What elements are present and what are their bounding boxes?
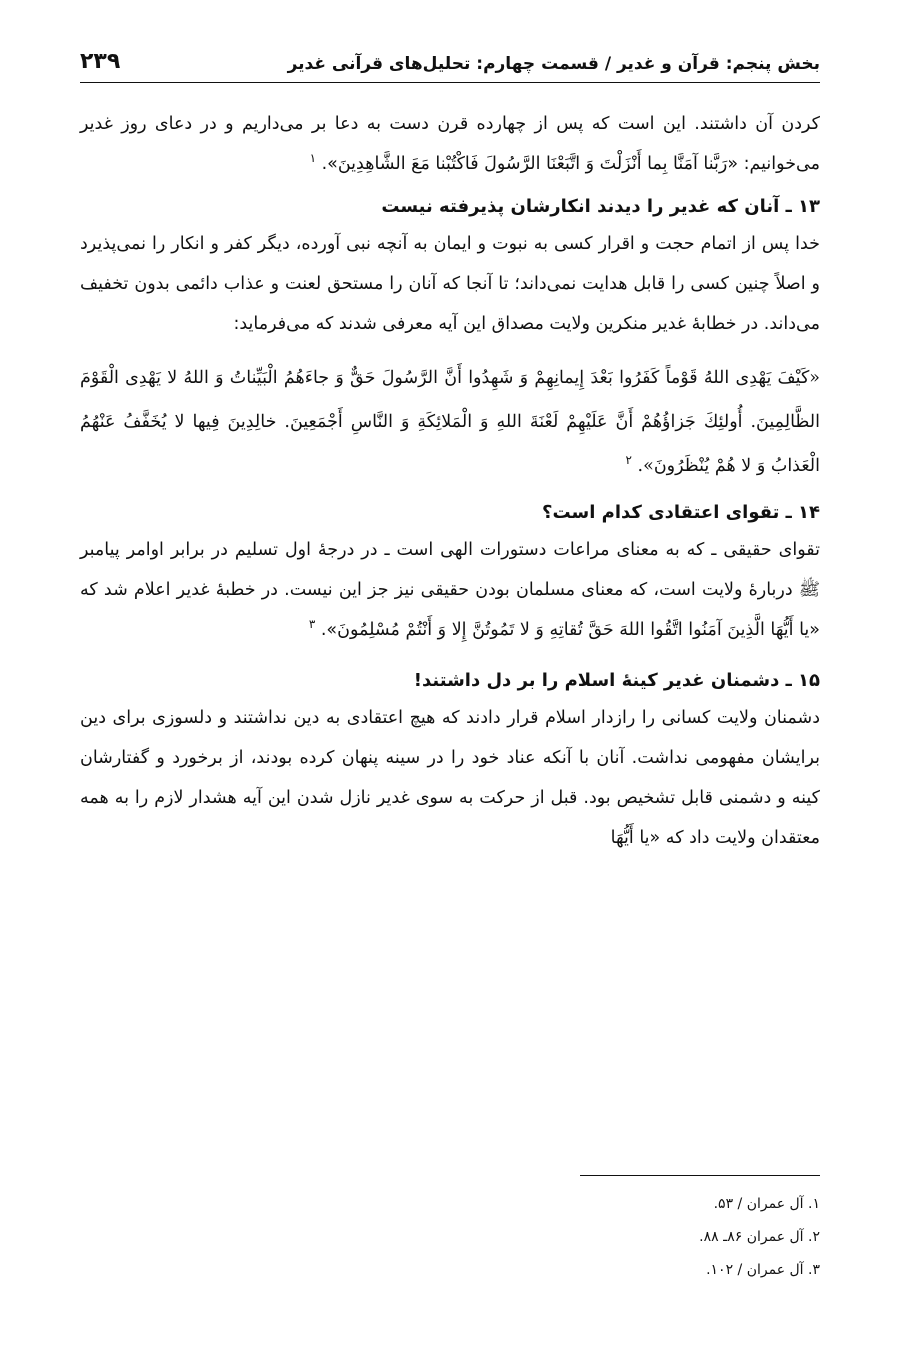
page-body: [80, 104, 820, 858]
paragraph-2: خدا پس از اتمام حجت و اقرار کسی به نبوت و ایمان به آنچه نبی آورده، دیگر کفر و انکار را نمی‌پذیرد و اصلاً چنین کسی را قابل هدایت نمی‌داند؛ تا آنجا که آنان را مستحق لعنت و عذاب دائمی بدون تخفیف می‌داند. در خطابهٔ غدیر منکرین ولایت مصداق این آیه معرفی شدند که می‌فرماید:: [80, 234, 820, 334]
footnote-ref-2[interactable]: ۲: [625, 453, 632, 468]
paragraph-4: دشمنان ولایت کسانی را رازدار اسلام قرار دادند که هیچ اعتقادی به دین نداشتند و دلسوزی برای دین برایشان مفهومی نداشت. آنان با آنکه عناد خود را در سینه پنهان کرده بودند، از برخورد و گفتارشان کینه و دشمنی قابل تشخیص بود. قبل از حرکت به سوی غدیر نازل شدن این آیه هشدار لازم را به همه معتقدان ولایت داد که «يا أَيُّهَا: [80, 708, 820, 848]
paragraph-3-text: تقوای حقیقی ـ که به معنای مراعات دستورات الهی است ـ در درجهٔ اول تسلیم در برابر اوامر پیامبر ﷺ دربارهٔ ولایت است، که معنای مسلمان بودن حقیقی نیز جز این نیست. در خطبهٔ غدیر اعلام شد که «يا أَيُّهَا الَّذِينَ آمَنُوا اتَّقُوا اللهَ حَقَّ تُقاتِهِ وَ لا تَمُوتُنَّ إِلا وَ أَنْتُمْ مُسْلِمُونَ».: [80, 540, 820, 640]
footnote-2: ۲. آل عمران ۸۶ـ ۸۸.: [699, 1229, 820, 1245]
section-heading-14: ۱۴ ـ تقوای اعتقادی کدام است؟: [542, 502, 820, 523]
footnote-1: ۱. آل عمران / ۵۳.: [713, 1196, 820, 1212]
quran-quote: [80, 356, 820, 488]
page-number: ۲۳۹: [80, 49, 121, 74]
chapter-title: بخش پنجم: قرآن و غدیر / قسمت چهارم: تحلیل‌های قرآنی غدیر: [287, 54, 820, 74]
footnote-divider: [580, 1175, 820, 1176]
footnote-3: ۳. آل عمران / ۱۰۲.: [706, 1262, 820, 1278]
footnote-ref-1[interactable]: ۱: [309, 151, 317, 166]
running-header: [80, 28, 820, 74]
quran-quote-text: «كَيْفَ يَهْدِى اللهُ قَوْماً كَفَرُوا بَعْدَ إِيمانِهِمْ وَ شَهِدُوا أَنَّ الرَّسُولَ حَقٌّ وَ جاءَهُمُ الْبَيِّناتُ وَ اللهُ لا يَهْدِى الْقَوْمَ الظَّالِمِينَ. أُولئِكَ جَزاؤُهُمْ أَنَّ عَلَيْهِمْ لَعْنَةَ اللهِ وَ الْمَلائِكَةِ وَ النَّاسِ أَجْمَعِينَ. خالِدِينَ فِيها لا يُخَفَّفُ عَنْهُمُ الْعَذابُ وَ لا هُمْ يُنْظَرُونَ».: [80, 368, 820, 476]
footnote-ref-3[interactable]: ۳: [308, 617, 316, 632]
section-heading-15: ۱۵ ـ دشمنان غدیر کینهٔ اسلام را بر دل داشتند!: [413, 670, 820, 691]
section-heading-13: ۱۳ ـ آنان که غدیر را دیدند انکارشان پذیرفته نیست: [381, 196, 820, 217]
paragraph-1-text: کردن آن داشتند. این است که پس از چهارده قرن دست به دعا بر می‌داریم و در دعای روز غدیر می‌خوانیم: «رَبَّنا آمَنَّا بِما أَنْزَلْتَ وَ اتَّبَعْنَا الرَّسُولَ فَاكْتُبْنا مَعَ الشَّاهِدِينَ».: [80, 114, 820, 174]
paragraph-3: [80, 530, 820, 650]
header-divider: [80, 82, 820, 83]
footnotes-list: [80, 1188, 820, 1287]
paragraph-1: [80, 104, 820, 184]
